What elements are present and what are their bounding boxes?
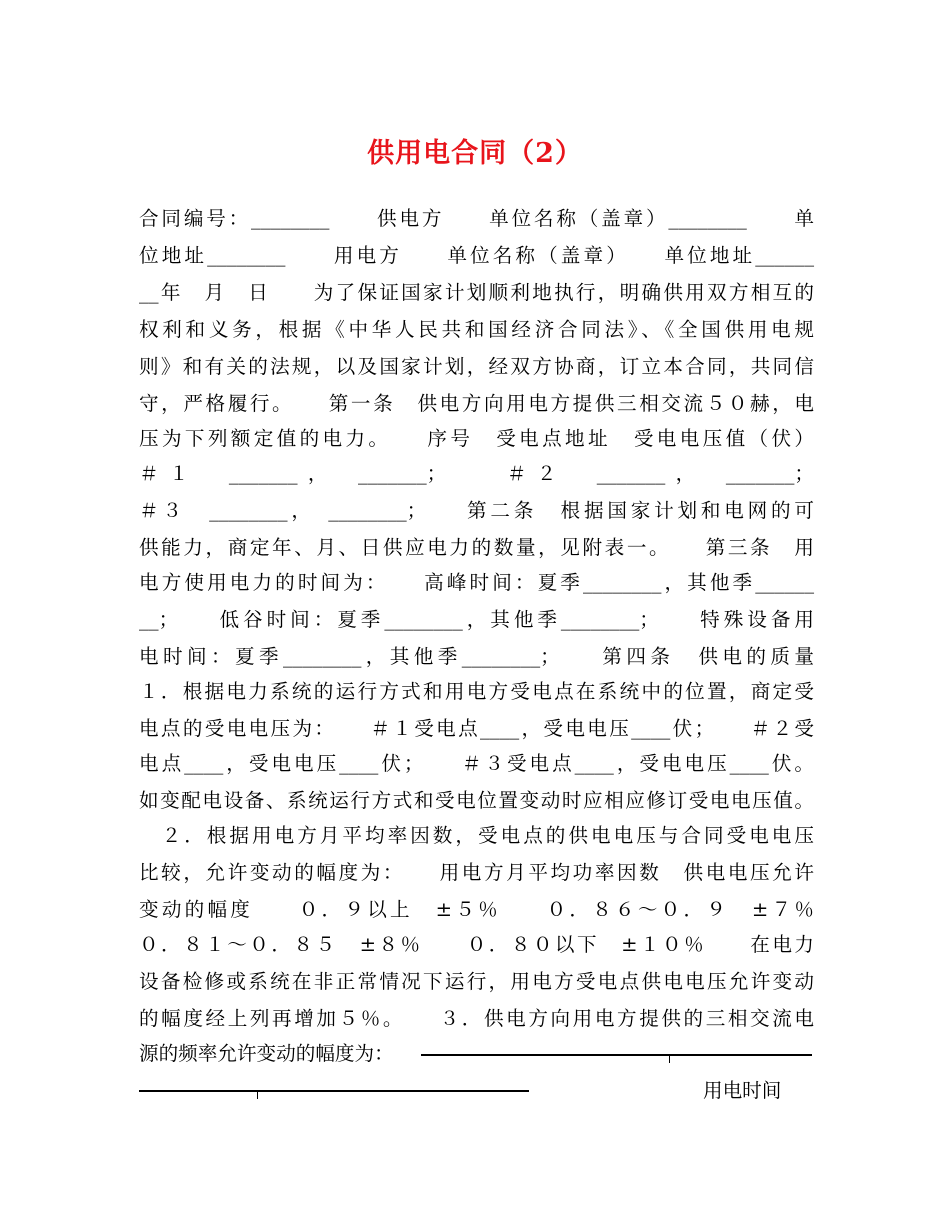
body-line: 电方使用电力的时间为： 高峰时间：夏季________，其他季______ — [139, 571, 814, 594]
body-line: __年 月 日 为了保证国家计划顺利地执行，明确供用双方相互的 — [139, 281, 814, 304]
body-line: 变动的幅度 ０．９以上 ±５％ ０．８６～０．９ ±７％ — [139, 898, 814, 921]
body-line: ２．根据用电方月平均率因数，受电点的供电电压与合同受电电压 — [139, 824, 814, 847]
body-line: 供能力，商定年、月、日供应电力的数量，见附表一。 第三条 用 — [139, 536, 814, 559]
body-line: ＃３ ________， ________； 第二条 根据国家计划和电网的可 — [139, 499, 814, 522]
body-line: ０．８１～０．８５ ±８％ ０．８０以下 ±１０％ 在电力 — [139, 933, 814, 956]
body-line: 位地址________ 用电方 单位名称（盖章） 单位地址______ — [139, 244, 814, 267]
body-line: 如变配电设备、系统运行方式和受电位置变动时应相应修订受电电压值。 — [139, 789, 814, 812]
body-line: 电时间：夏季________，其他季________； 第四条 供电的质量 — [139, 645, 814, 668]
page-title: 供用电合同（2） — [367, 138, 583, 169]
body-line: __； 低谷时间：夏季________，其他季________； 特殊设备用 — [139, 608, 814, 631]
rule-tick — [257, 1090, 258, 1099]
rule-tick — [669, 1054, 670, 1063]
body-line: １．根据电力系统的运行方式和用电方受电点在系统中的位置，商定受 — [139, 680, 814, 703]
blank-rule — [139, 1090, 529, 1092]
body-line: 的幅度经上列再增加５％。 ３．供电方向用电方提供的三相交流电 — [139, 1007, 814, 1030]
body-line: 合同编号：________ 供电方 单位名称（盖章）________ 单 — [139, 207, 814, 230]
body-line: 电点的受电电压为： ＃１受电点____，受电电压____伏； ＃２受 — [139, 717, 814, 740]
body-line: 源的频率允许变动的幅度为： — [139, 1042, 394, 1065]
body-line: 设备检修或系统在非正常情况下运行，用电方受电点供电电压允许变动 — [139, 970, 814, 993]
section-label: 用电时间 — [703, 1079, 782, 1102]
blank-rule — [421, 1054, 812, 1056]
body-line: 则》和有关的法规，以及国家计划，经双方协商，订立本合同，共同信 — [139, 355, 814, 378]
body-line: 比较，允许变动的幅度为： 用电方月平均功率因数 供电电压允许 — [139, 861, 814, 884]
body-line: ＃１ _______， _______； ＃２ _______， _______； — [139, 462, 814, 485]
body-line: 电点____，受电电压____伏； ＃３受电点____，受电电压____伏。 — [139, 752, 814, 775]
body-line: 压为下列额定值的电力。 序号 受电点地址 受电电压值（伏） — [139, 427, 814, 450]
body-line: 权利和义务，根据《中华人民共和国经济合同法》、《全国供用电规 — [139, 318, 814, 341]
body-line: 守，严格履行。 第一条 供电方向用电方提供三相交流５０赫，电 — [139, 392, 814, 415]
